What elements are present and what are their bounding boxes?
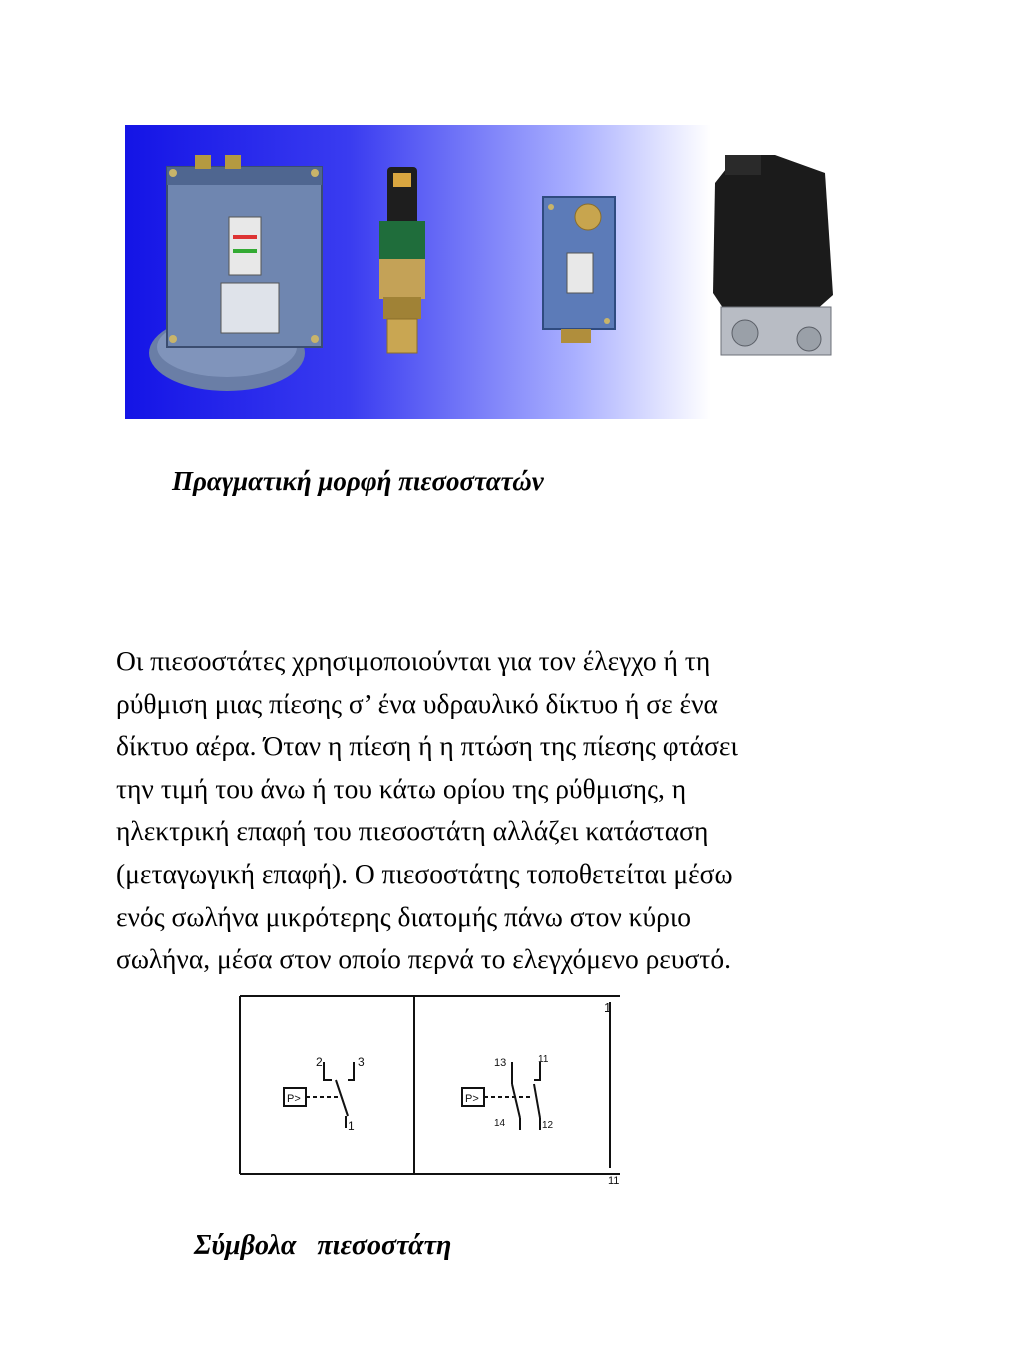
corner-top-label: 1 <box>604 1000 612 1015</box>
pressure-switch-2 <box>379 167 425 353</box>
paragraph-line: ηλεκτρική επαφή του πιεσοστάτη αλλάζει κατάσταση <box>116 815 709 847</box>
symbols-drawing <box>236 992 624 1187</box>
pressure-switch-symbols-diagram <box>236 992 624 1187</box>
pressure-switch-3 <box>543 197 615 343</box>
photo-caption: Πραγματική μορφή πιεσοστατών <box>172 466 544 496</box>
symbols-caption: Σύμβολα πιεσοστάτη <box>194 1230 452 1261</box>
terminal-label: 14 <box>494 1118 506 1129</box>
pressure-switches-photo <box>125 125 876 419</box>
actuator-box-label: P> <box>465 1093 479 1105</box>
pressure-switch-1 <box>149 155 322 391</box>
terminal-label: 12 <box>542 1120 554 1131</box>
paragraph-line: την τιμή του άνω ή του κάτω ορίου της ρύθμισης, η <box>116 772 687 804</box>
pressure-switches-illustration <box>125 125 876 419</box>
paragraph-line: (μεταγωγική επαφή). Ο πιεσοστάτης τοποθετείται μέσω <box>116 857 733 889</box>
terminal-label: 11 <box>538 1054 549 1065</box>
description-paragraph <box>116 640 916 981</box>
paragraph-line: δίκτυο αέρα. Όταν η πίεση ή η πτώση της πίεσης φτάσει <box>116 730 738 762</box>
paragraph-line: σωλήνα, μέσα στον οποίο περνά το ελεγχόμενο ρευστό. <box>116 943 731 975</box>
terminal-label: 2 <box>316 1055 323 1069</box>
terminal-label: 13 <box>494 1057 507 1069</box>
corner-bottom-label: 11 <box>608 1175 620 1187</box>
terminal-label: 3 <box>358 1055 365 1069</box>
pressure-switch-4 <box>713 155 833 355</box>
terminal-label: 1 <box>348 1119 355 1133</box>
paragraph-line: Οι πιεσοστάτες χρησιμοποιούνται για τον έλεγχο ή τη <box>116 645 711 676</box>
paragraph-line: ρύθμιση μιας πίεσης σ’ ένα υδραυλικό δίκτυο ή σε ένα <box>116 687 718 719</box>
paragraph-line: ενός σωλήνα μικρότερης διατομής πάνω στον κύριο <box>116 900 691 932</box>
actuator-box-label: P> <box>287 1093 301 1105</box>
